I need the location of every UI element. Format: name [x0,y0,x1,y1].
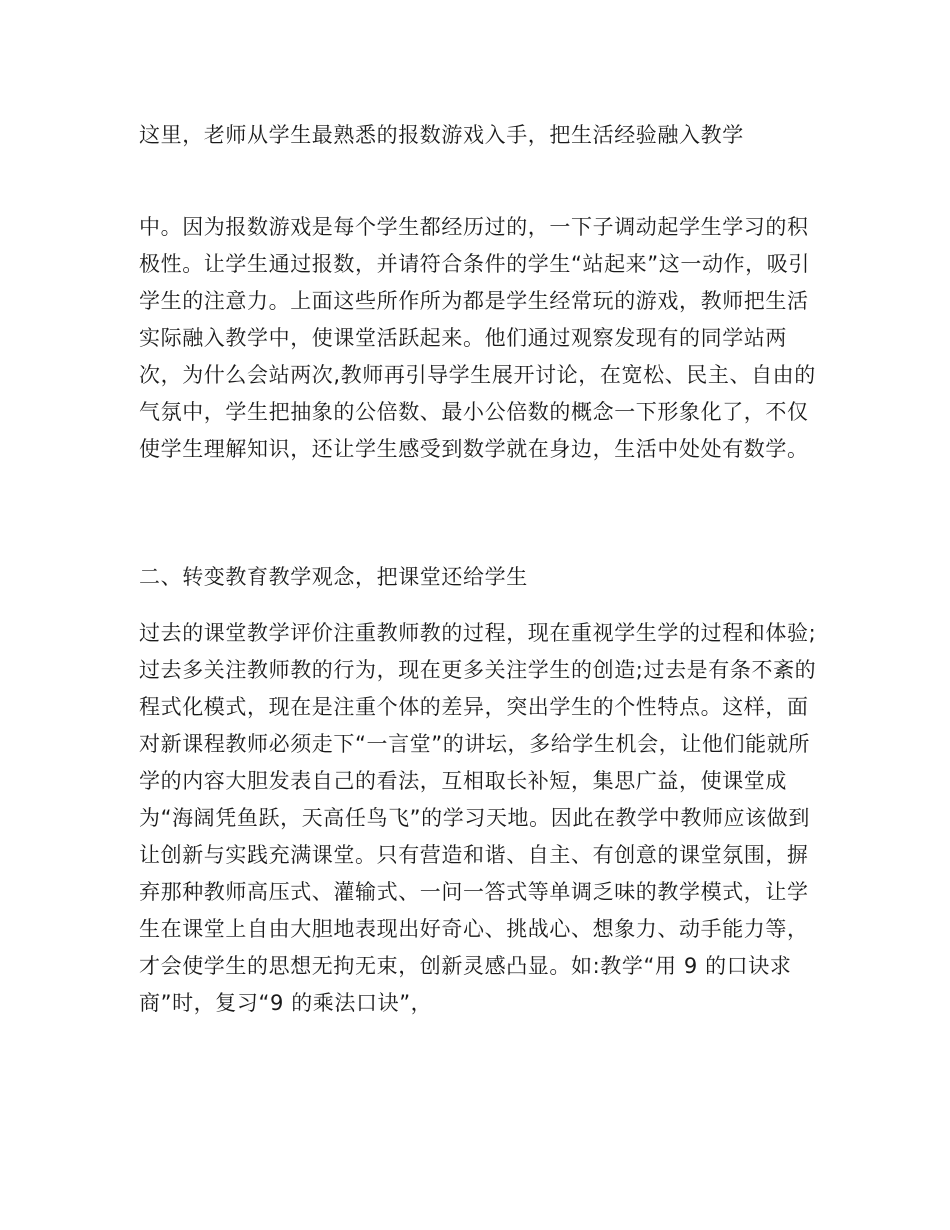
paragraph-classroom-concept: 过去的课堂教学评价注重教师教的过程，现在重视学生学的过程和体验;过去多关注教师教的行为，现在更多关注学生的创造;过去是有条不紊的程式化模式，现在是注重个体的差异，突出学生的个性特点。这样，面对新课程教师必须走下“一言堂”的讲坛，多给学生机会，让他们能就所学的内容大胆发表自己的看法，互相取长补短，集思广益，使课堂成为“海阔凭鱼跃，天高任鸟飞”的学习天地。因此在教学中教师应该做到让创新与实践充满课堂。只有营造和谐、自主、有创意的课堂氛围，摒弃那种教师高压式、灌输式、一问一答式等单调乏味的教学模式，让学生在课堂上自由大胆地表现出好奇心、挑战心、想象力、动手能力等，才会使学生的思想无拘无束，创新灵感凸显。如:教学“用 9 的口诀求商”时，复习“9 的乘法口诀”， [139,621,817,1015]
paragraph-counting-game: 中。因为报数游戏是每个学生都经历过的，一下子调动起学生学习的积极性。让学生通过报数，并请符合条件的学生“站起来”这一动作，吸引学生的注意力。上面这些所作所为都是学生经常玩的游戏，教师把生活实际融入教学中，使课堂活跃起来。他们通过观察发现有的同学站两次，为什么会站两次,教师再引导学生展开讨论，在宽松、民主、自由的气氛中，学生把抽象的公倍数、最小公倍数的概念一下形象化了，不仅使学生理解知识，还让学生感受到数学就在身边，生活中处处有数学。 [139,215,816,461]
paragraph-intro: 这里，老师从学生最熟悉的报数游戏入手，把生活经验融入教学 [139,123,744,147]
section-heading: 二、转变教育教学观念，把课堂还给学生 [139,565,528,589]
